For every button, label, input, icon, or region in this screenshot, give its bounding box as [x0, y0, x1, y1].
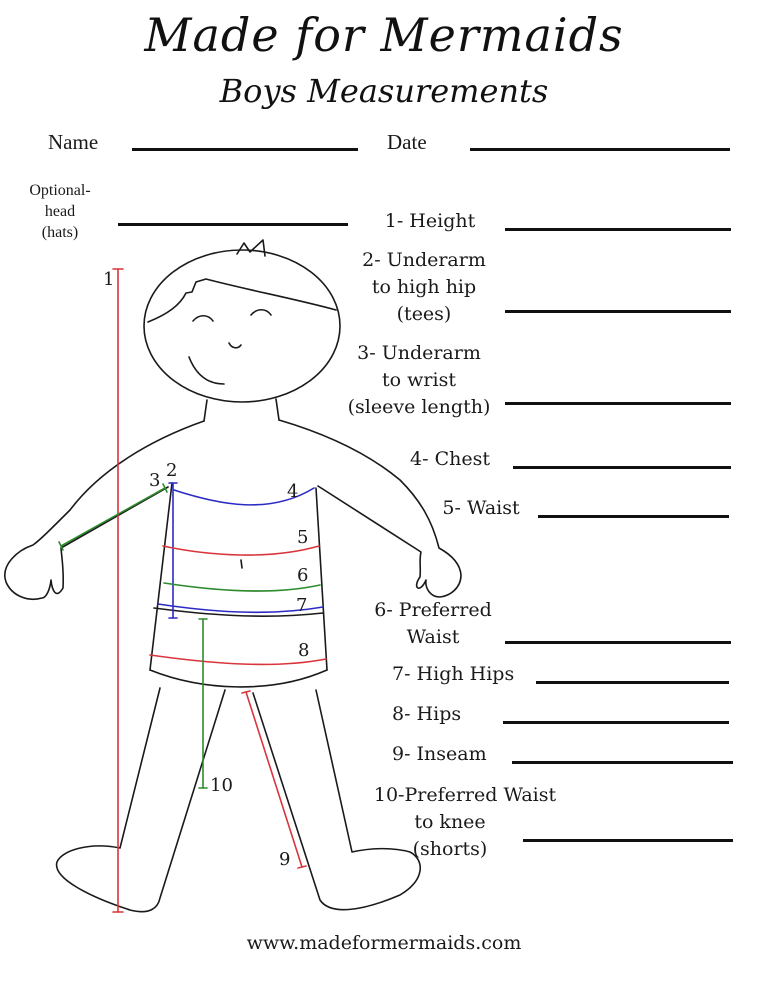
left-leg-outline — [57, 688, 225, 912]
label-line: 9- Inseam — [392, 743, 487, 765]
website-url: www.madeformermaids.com — [246, 932, 522, 954]
diagram-label-2: 2 — [166, 460, 178, 481]
right-leg-outline — [253, 690, 420, 910]
label-line: 8- Hips — [392, 703, 462, 725]
diagram-label-6: 6 — [297, 565, 309, 586]
diagram-labels — [103, 269, 309, 870]
torso-bottom — [150, 670, 327, 687]
label-line: (tees) — [396, 303, 452, 325]
hair-line — [148, 279, 336, 322]
label-line: 4- Chest — [410, 448, 490, 470]
page-subtitle: Boys Measurements — [219, 72, 549, 110]
label-line: 10-Preferred Waist — [373, 784, 557, 806]
diagram-label-3: 3 — [149, 470, 161, 491]
waist-line — [163, 546, 319, 555]
right-eye-icon — [251, 310, 271, 315]
label-line: 7- High Hips — [392, 663, 515, 685]
label-line: to high hip — [371, 276, 477, 298]
label-line: to wrist — [382, 369, 456, 391]
diagram-label-10: 10 — [210, 775, 233, 796]
label-line: (sleeve length) — [347, 396, 491, 418]
diagram-label-1: 1 — [103, 269, 115, 290]
label-line: 1- Height — [384, 210, 476, 232]
diagram-label-9: 9 — [279, 849, 291, 870]
belly-mark — [241, 560, 242, 568]
inseam-line — [242, 691, 306, 868]
label-line: (shorts) — [412, 838, 488, 860]
torso-left-side — [150, 483, 172, 670]
label-line: 3- Underarm — [357, 342, 481, 364]
waist-to-knee-line — [199, 619, 207, 788]
smile-icon — [189, 357, 224, 384]
head-label-line: head — [44, 203, 76, 220]
diagram-label-5: 5 — [297, 527, 309, 548]
head-label-line: Optional- — [29, 182, 91, 199]
diagram-label-7: 7 — [296, 595, 308, 616]
label-line: 5- Waist — [442, 497, 520, 519]
label-line: Waist — [406, 626, 460, 648]
date-label: Date — [387, 130, 427, 154]
head-outline — [144, 250, 340, 402]
nose-icon — [229, 343, 241, 348]
label-line: 6- Preferred — [374, 599, 492, 621]
label-line: 2- Underarm — [362, 249, 486, 271]
height-line — [113, 269, 123, 912]
figure-outline — [5, 240, 461, 912]
left-arm-outline — [5, 421, 204, 599]
name-label: Name — [48, 130, 99, 154]
diagram-label-4: 4 — [287, 481, 299, 502]
head-label-line: (hats) — [41, 224, 79, 241]
left-eye-icon — [193, 316, 213, 321]
label-line: to knee — [414, 811, 486, 833]
diagram-label-8: 8 — [298, 640, 310, 661]
torso-right-side — [316, 488, 327, 670]
page-title: Made for Mermaids — [144, 8, 624, 62]
hair-tuft-icon — [237, 240, 265, 256]
